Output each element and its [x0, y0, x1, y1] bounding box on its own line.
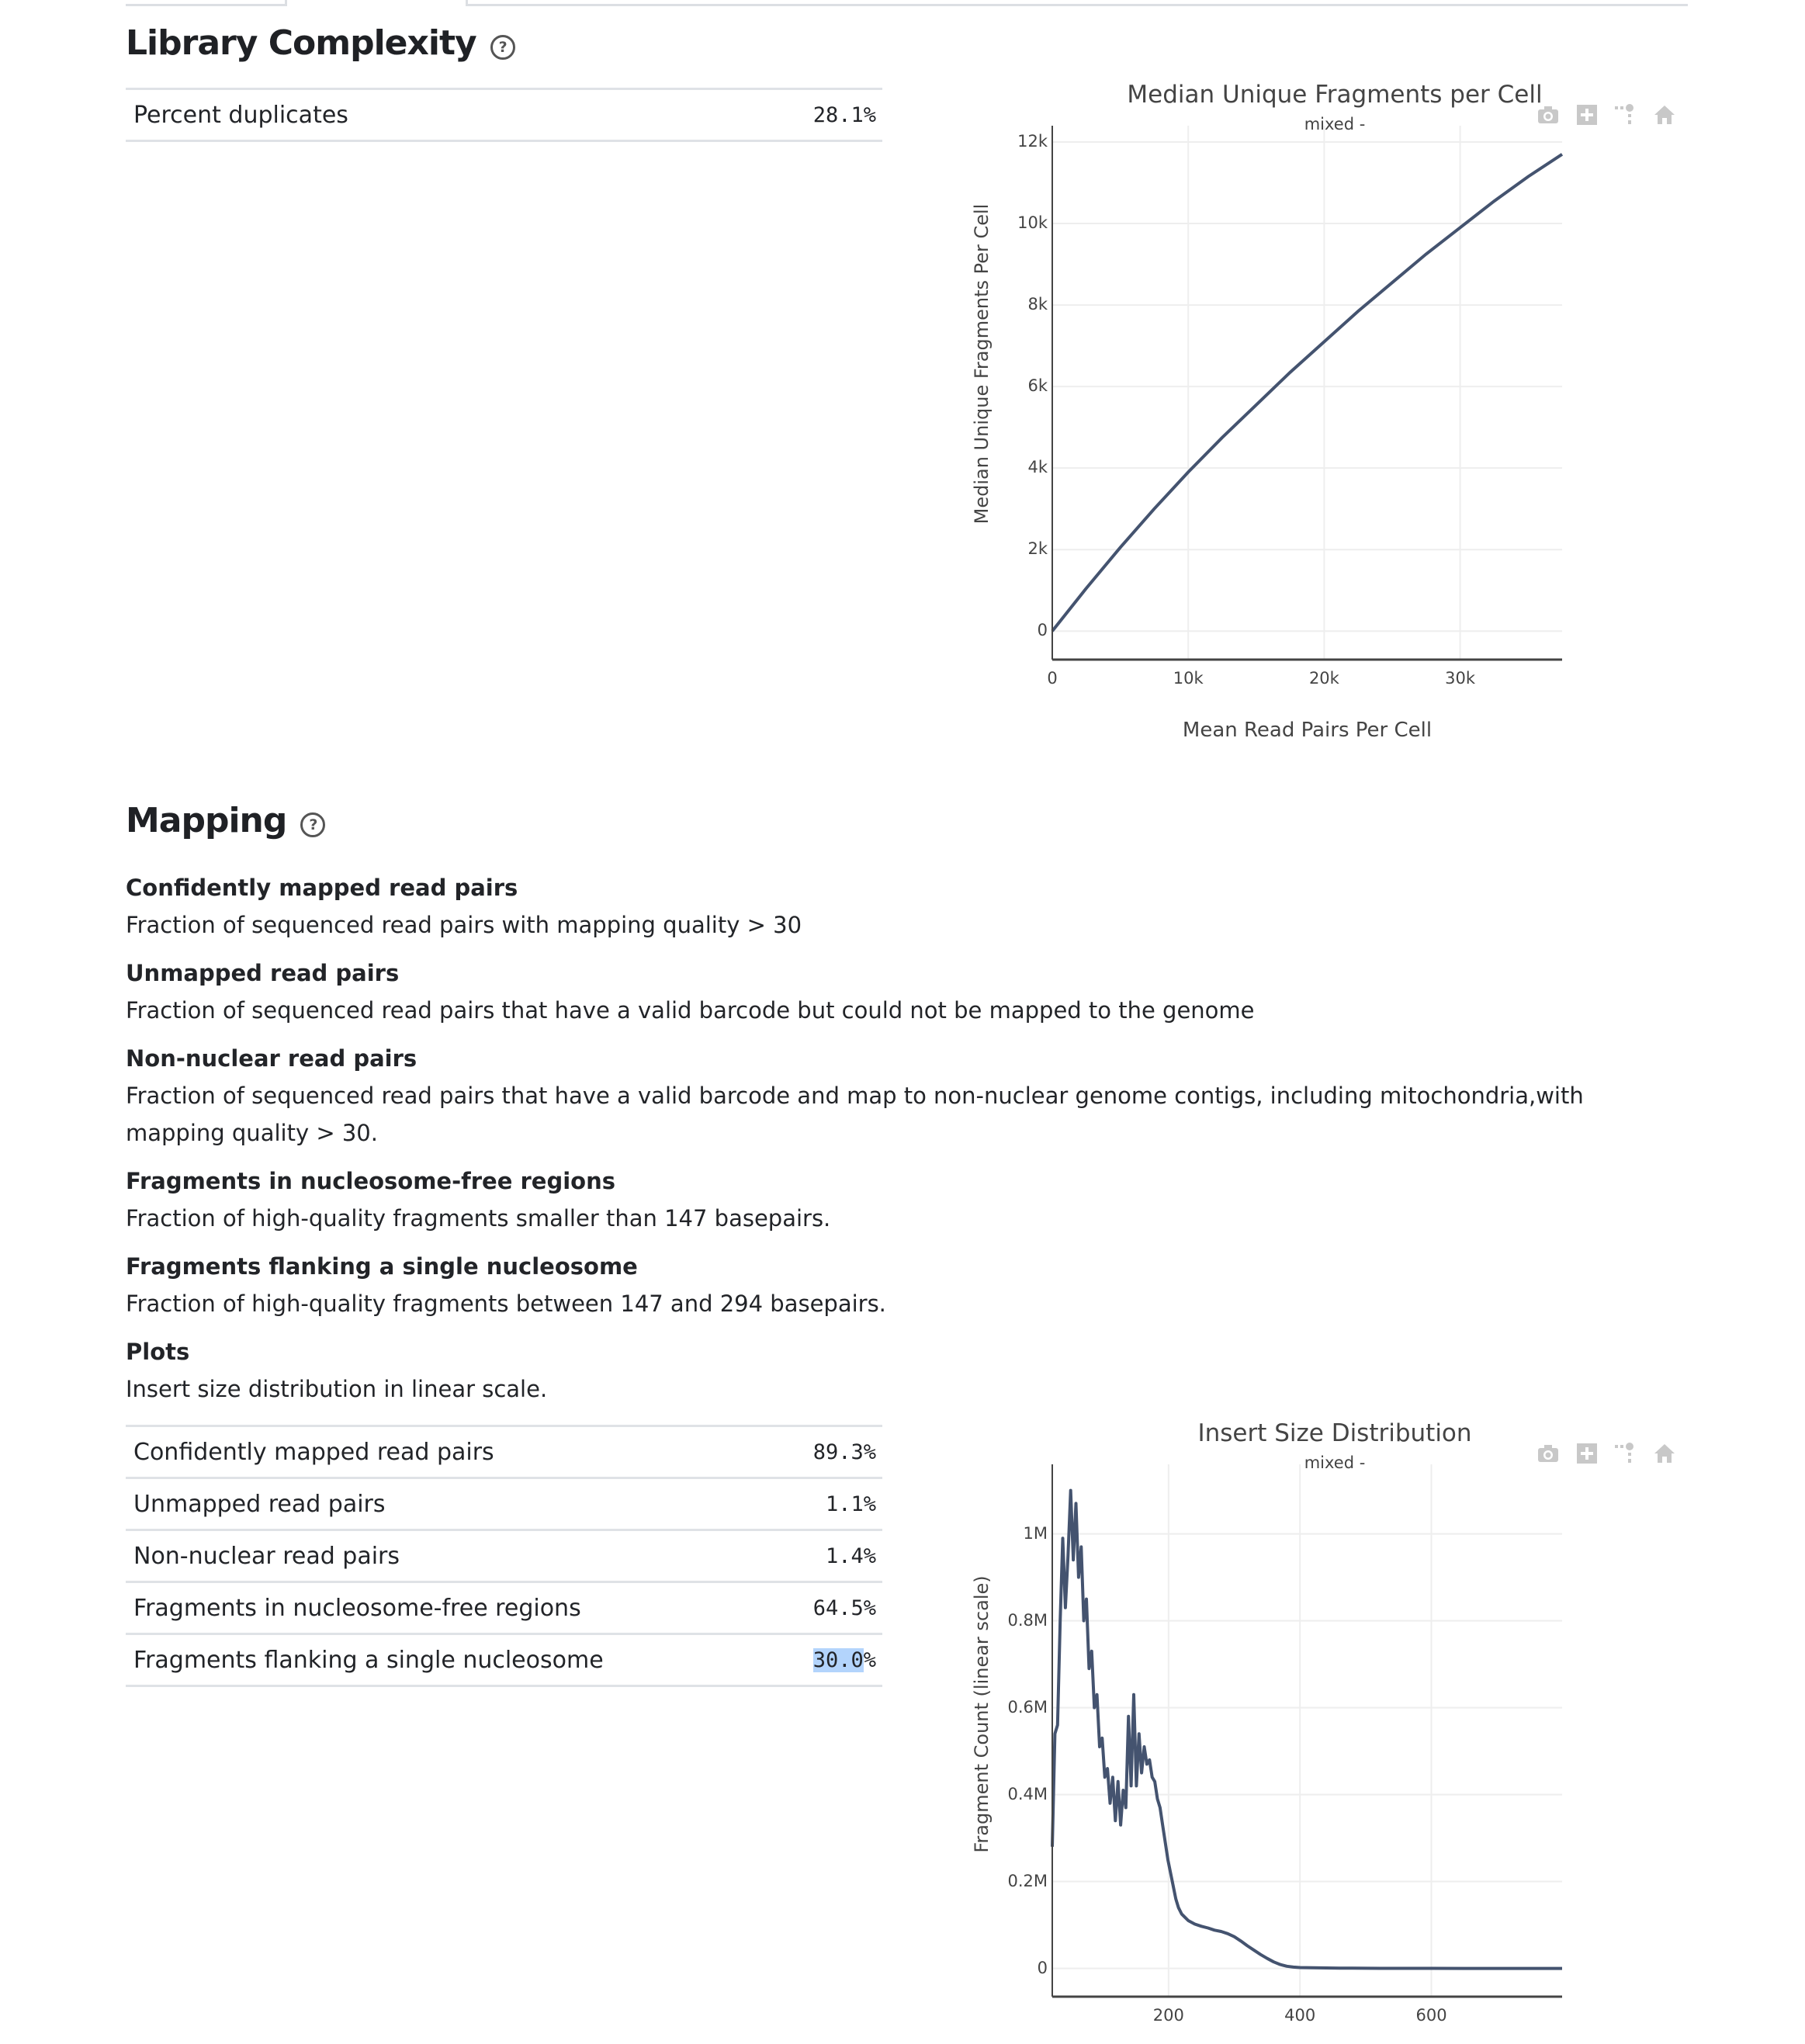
data-line [1052, 1491, 1562, 1969]
mapping-heading [126, 801, 325, 840]
table-row [126, 1634, 882, 1686]
y-tick-label: 12k [1017, 132, 1048, 151]
plot-subtitle: mixed - [1304, 1453, 1366, 1472]
description-term: Fragments flanking a single nucleosome [126, 1253, 638, 1280]
library-complexity-heading [126, 23, 515, 63]
x-tick-label: 600 [1415, 2006, 1447, 2025]
y-tick-label: 0.6M [1007, 1697, 1048, 1717]
tab-bar-border-left [126, 0, 287, 6]
table-row [126, 89, 882, 141]
x-tick-label: 30k [1445, 669, 1476, 688]
metric-label: Unmapped read pairs [133, 1490, 386, 1518]
plot-title: Median Unique Fragments per Cell [1127, 81, 1543, 109]
metric-label: Non-nuclear read pairs [133, 1542, 400, 1570]
y-tick-label: 0.8M [1007, 1610, 1048, 1630]
table-row [126, 1426, 882, 1478]
description-definition: Fraction of high-quality fragments smaller than 147 basepairs. [126, 1205, 831, 1232]
y-axis-label: Fragment Count (linear scale) [971, 1575, 993, 1853]
description-definition: Fraction of sequenced read pairs with mapping quality > 30 [126, 912, 802, 938]
x-tick-label: 0 [1047, 669, 1058, 688]
y-tick-label: 0 [1037, 621, 1048, 640]
metric-value: 64.5% [812, 1595, 876, 1620]
metric-label: Percent duplicates [133, 101, 348, 129]
y-tick-label: 4k [1027, 458, 1048, 477]
y-tick-label: 0 [1037, 1958, 1048, 1977]
y-tick-label: 0.4M [1007, 1784, 1048, 1803]
tab-bar-border-right [466, 0, 1688, 6]
description-term: Fragments in nucleosome-free regions [126, 1168, 615, 1194]
y-axis-label: Median Unique Fragments Per Cell [971, 203, 993, 525]
metric-value: 1.1% [825, 1491, 876, 1516]
section-title-text: Mapping [126, 801, 287, 840]
description-term: Plots [126, 1339, 190, 1365]
y-tick-label: 8k [1027, 295, 1048, 314]
plot-subtitle: mixed - [1304, 115, 1366, 133]
metric-value: 28.1% [812, 102, 876, 127]
metric-value: 1.4% [825, 1543, 876, 1568]
mapping-table [126, 1425, 882, 1687]
y-tick-label: 0.2M [1007, 1871, 1048, 1890]
metric-label: Fragments flanking a single nucleosome [133, 1646, 604, 1674]
description-term: Unmapped read pairs [126, 960, 400, 986]
x-tick-label: 20k [1308, 669, 1339, 688]
x-tick-label: 10k [1173, 669, 1204, 688]
description-definition: Insert size distribution in linear scale. [126, 1376, 548, 1402]
library-complexity-table [126, 88, 882, 142]
text-selection-highlight: 30.0 [812, 1647, 864, 1672]
x-tick-label: 400 [1284, 2006, 1316, 2025]
metric-label: Confidently mapped read pairs [133, 1438, 494, 1466]
description-definition: Fraction of sequenced read pairs that have a valid barcode and map to non-nuclear genome contigs, including mitochondria,with mapping quality > 30. [126, 1083, 1584, 1146]
y-tick-label: 1M [1023, 1523, 1048, 1543]
y-tick-label: 10k [1017, 213, 1048, 233]
table-row [126, 1478, 882, 1530]
plot-canvas[interactable] [962, 78, 1707, 760]
y-tick-label: 6k [1027, 376, 1048, 396]
metric-value [778, 1634, 882, 1686]
x-axis-label: Mean Read Pairs Per Cell [1182, 719, 1433, 742]
median-unique-fragments-plot[interactable] [962, 78, 1707, 760]
help-circle-icon[interactable]: ? [490, 35, 515, 60]
insert-size-distribution-plot[interactable] [962, 1416, 1707, 2044]
plot-title: Insert Size Distribution [1197, 1419, 1472, 1447]
description-term: Confidently mapped read pairs [126, 875, 518, 901]
description-term: Non-nuclear read pairs [126, 1045, 417, 1072]
metric-value-suffix: % [863, 1647, 876, 1672]
table-row [126, 1582, 882, 1634]
description-definition: Fraction of sequenced read pairs that have a valid barcode but could not be mapped to the genome [126, 997, 1255, 1024]
data-line [1052, 154, 1562, 631]
y-tick-label: 2k [1027, 539, 1048, 559]
table-row [126, 1530, 882, 1582]
metric-label: Fragments in nucleosome-free regions [133, 1594, 581, 1622]
section-title-text: Library Complexity [126, 23, 476, 63]
plot-canvas[interactable] [962, 1416, 1707, 2044]
mapping-descriptions [126, 858, 1685, 1408]
description-definition: Fraction of high-quality fragments between 147 and 294 basepairs. [126, 1290, 886, 1317]
help-circle-icon[interactable]: ? [300, 812, 325, 837]
x-tick-label: 200 [1152, 2006, 1184, 2025]
metric-value: 89.3% [812, 1439, 876, 1464]
